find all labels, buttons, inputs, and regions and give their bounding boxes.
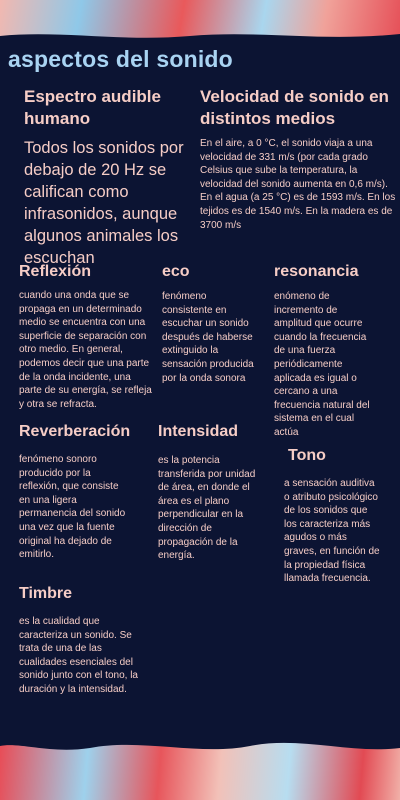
eco-heading: eco	[162, 263, 190, 280]
eco-body: fenómeno consistente en escuchar un sonido después de haberse extinguido la sensación producida por la onda sonora	[162, 291, 254, 384]
reflexion-body: cuando una onda que se propaga en un determinado medio se encuentra con una superficie de separación con otro medio. En general, podemos decir que una parte de la onda incidente, una parte de su energía, se refleja y otra se refracta.	[19, 290, 152, 410]
page-title: aspectos del sonido	[8, 46, 233, 72]
tono-heading: Tono	[288, 447, 326, 464]
reflexion-heading: Reflexión	[19, 263, 92, 280]
reverberacion-heading: Reverberación	[19, 423, 131, 440]
reverberacion-body: fenómeno sonoro producido por la reflexión, que consiste en una ligera permanencia del sonido una vez que la fuente original ha dejado de emitirlo.	[19, 454, 126, 561]
resonancia-body: enómeno de incremento de amplitud que ocurre cuando la frecuencia de una fuerza periódicamente aplicada es igual o cercano a una frecuencia natural del sistema en el cual actúa	[274, 291, 370, 438]
velocidad-body: En el aire, a 0 °C, el sonido viaja a una velocidad de 331 m/s (por cada grado Celsius que sube la temperatura, la velocidad del sonido aumenta en 0,6 m/s). En el agua (a 25 °C) es de 1593 m/s. En los tejidos es de 1540 m/s. En la madera es de 3700 m/s	[200, 138, 396, 231]
tono-body: a sensación auditiva o atributo psicológico de los sonidos que los caracteriza más agudos o más graves, en función de la propiedad física llamada frecuencia.	[284, 478, 380, 585]
intensidad-body: es la potencia transferida por unidad de área, en donde el área es el plano perpendicular en la dirección de propagación de la energía.	[158, 455, 256, 562]
timbre-heading: Timbre	[19, 585, 73, 602]
espectro-body: Todos los sonidos por debajo de 20 Hz se califican como infrasonidos, aunque algunos animales los escuchan	[24, 139, 184, 267]
timbre-body: es la cualidad que caracteriza un sonido. Se trata de una de las cualidades esenciales del sonido junto con el tono, la duración y la intensidad.	[19, 616, 138, 695]
espectro-heading: Espectro audible humano	[24, 87, 161, 128]
intensidad-heading: Intensidad	[158, 423, 239, 440]
velocidad-heading: Velocidad de sonido en distintos medios	[200, 87, 389, 128]
resonancia-heading: resonancia	[274, 263, 359, 280]
